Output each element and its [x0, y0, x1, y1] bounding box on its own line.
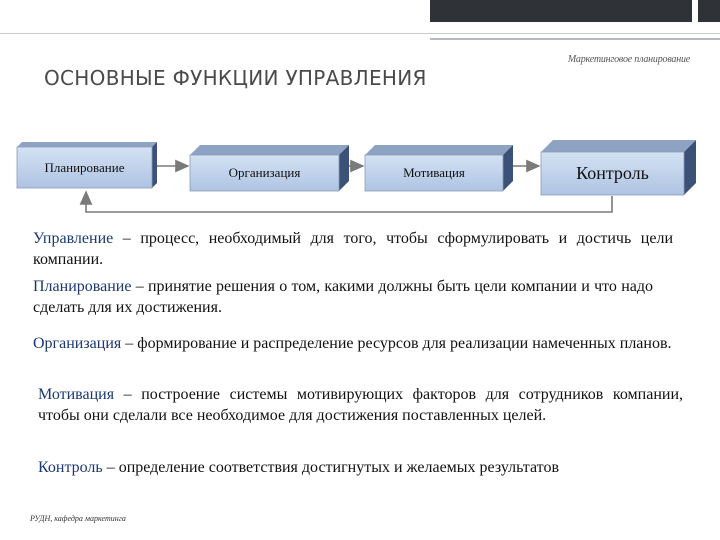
term-organization: Организация: [33, 335, 122, 352]
term-management: Управление: [33, 230, 114, 247]
box-label-control: Контроль: [576, 163, 649, 183]
box-label-motivation: Мотивация: [403, 165, 465, 180]
text-control: – определение соответствия достигнутых и желаемых результатов: [102, 459, 560, 476]
definition-planning: [33, 276, 653, 318]
text-management: – процесс, необходимый для того, чтобы сформулировать и достичь цели компании.: [33, 230, 673, 268]
footer-text: РУДН, кафедра маркетинга: [30, 514, 126, 523]
definition-control: [38, 457, 688, 478]
text-motivation: – построение системы мотивирующих факторов для сотрудников компании, чтобы они сделали все необходимое для достижения поставленных целей.: [38, 386, 683, 424]
definition-organization: [33, 333, 685, 354]
term-control: Контроль: [38, 459, 103, 476]
term-planning: Планирование: [33, 278, 132, 295]
text-organization: – формирование и распределение ресурсов для реализации намеченных планов.: [121, 335, 672, 352]
term-motivation: Мотивация: [38, 386, 115, 403]
definition-motivation: [38, 384, 683, 426]
definition-management: [33, 228, 673, 270]
box-label-planning: Планирование: [44, 159, 125, 175]
text-planning: – принятие решения о том, какими должны быть цели компании и что надо сделать для их достижения.: [33, 278, 653, 316]
feedback-loop-arrow: [86, 192, 612, 212]
slide-subtitle: Маркетинговое планирование: [567, 54, 690, 65]
box-label-organization: Организация: [228, 165, 301, 180]
slide-title: ОСНОВНЫЕ ФУНКЦИИ УПРАВЛЕНИЯ: [44, 66, 427, 90]
